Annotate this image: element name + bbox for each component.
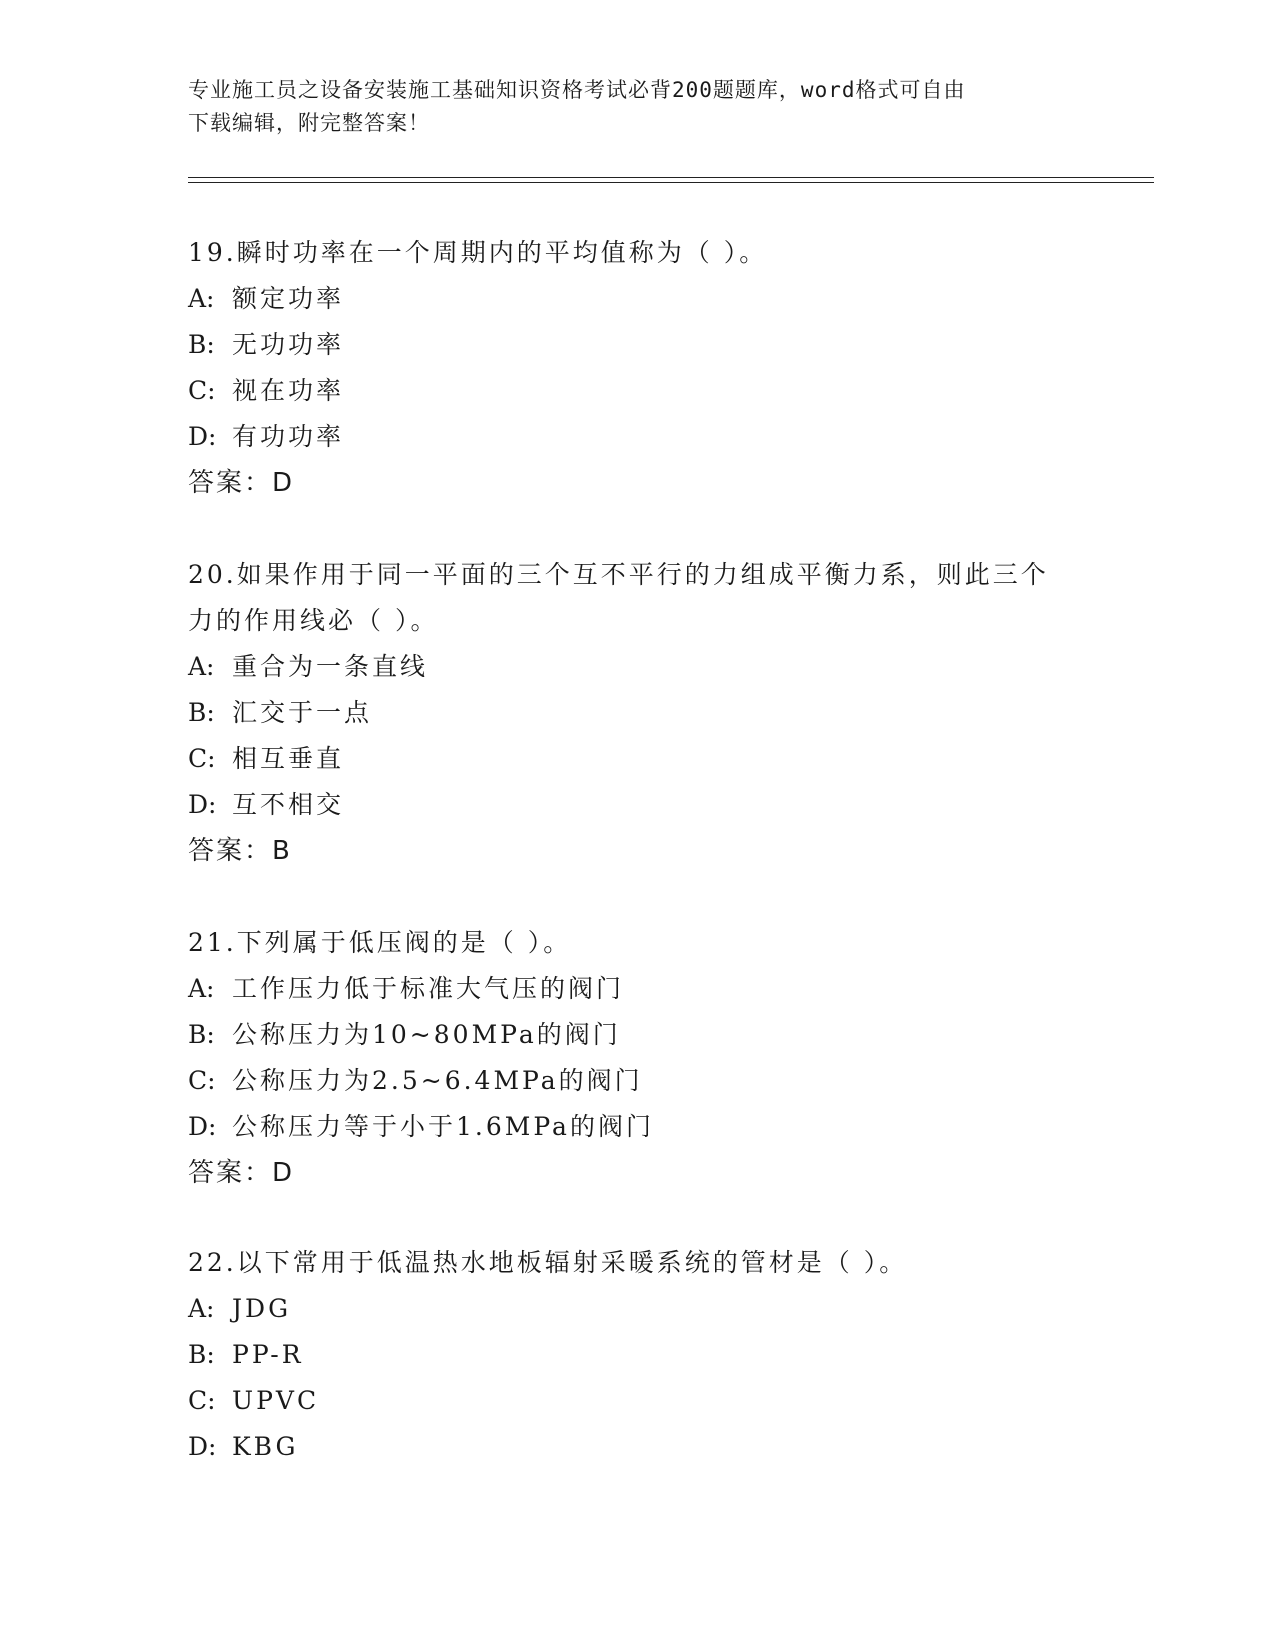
option-b bbox=[188, 1012, 1088, 1058]
header-title-line-1: 专业施工员之设备安装施工基础知识资格考试必背200题题库，word格式可自由 bbox=[188, 78, 966, 102]
option-letter: A: bbox=[188, 284, 215, 313]
option-letter: A: bbox=[188, 974, 215, 1003]
option-a bbox=[188, 644, 1088, 690]
option-letter: B: bbox=[188, 1340, 215, 1369]
option-letter: A: bbox=[188, 1294, 215, 1323]
option-letter: D: bbox=[188, 422, 217, 451]
option-text: 额定功率 bbox=[232, 284, 345, 313]
option-text: 工作压力低于标准大气压的阀门 bbox=[232, 974, 625, 1003]
option-b bbox=[188, 690, 1088, 736]
option-text: 有功功率 bbox=[232, 422, 345, 451]
question-20 bbox=[188, 552, 1088, 874]
question-21 bbox=[188, 920, 1088, 1196]
option-c bbox=[188, 736, 1088, 782]
question-stem: 20.如果作用于同一平面的三个互不平行的力组成平衡力系，则此三个 bbox=[188, 560, 1049, 589]
option-letter: A: bbox=[188, 652, 215, 681]
option-text: PP-R bbox=[232, 1340, 304, 1369]
option-d bbox=[188, 1424, 1088, 1470]
option-letter: C: bbox=[188, 376, 216, 405]
answer: 答案：D bbox=[188, 1158, 295, 1188]
option-text: UPVC bbox=[232, 1386, 320, 1415]
header-divider-top bbox=[188, 177, 1154, 178]
option-b bbox=[188, 1332, 1088, 1378]
option-a bbox=[188, 1286, 1088, 1332]
option-letter: D: bbox=[188, 1112, 217, 1141]
option-a bbox=[188, 966, 1088, 1012]
option-d bbox=[188, 782, 1088, 828]
document-header bbox=[188, 74, 1088, 140]
option-text: 视在功率 bbox=[232, 376, 345, 405]
option-letter: B: bbox=[188, 330, 215, 359]
option-text: 重合为一条直线 bbox=[232, 652, 429, 681]
option-c bbox=[188, 1378, 1088, 1424]
answer: 答案：B bbox=[188, 836, 292, 866]
question-stem-continued: 力的作用线必（ ）。 bbox=[188, 606, 439, 635]
option-b bbox=[188, 322, 1088, 368]
header-divider-bottom bbox=[188, 182, 1154, 183]
option-text: 相互垂直 bbox=[232, 744, 345, 773]
option-text: KBG bbox=[232, 1432, 299, 1461]
question-stem: 19.瞬时功率在一个周期内的平均值称为（ ）。 bbox=[188, 238, 768, 267]
option-letter: B: bbox=[188, 698, 215, 727]
option-text: 无功功率 bbox=[232, 330, 345, 359]
option-c bbox=[188, 1058, 1088, 1104]
question-19 bbox=[188, 230, 1088, 506]
option-c bbox=[188, 368, 1088, 414]
header-title-line-2: 下载编辑，附完整答案！ bbox=[188, 111, 430, 135]
option-letter: C: bbox=[188, 744, 216, 773]
option-text: 公称压力为10~80MPa的阀门 bbox=[232, 1020, 621, 1049]
option-d bbox=[188, 1104, 1088, 1150]
question-stem: 21.下列属于低压阀的是（ ）。 bbox=[188, 928, 572, 957]
option-letter: C: bbox=[188, 1386, 216, 1415]
option-text: JDG bbox=[232, 1294, 292, 1323]
option-text: 公称压力为2.5~6.4MPa的阀门 bbox=[232, 1066, 643, 1095]
option-a bbox=[188, 276, 1088, 322]
question-stem: 22.以下常用于低温热水地板辐射采暖系统的管材是（ ）。 bbox=[188, 1248, 908, 1277]
option-letter: D: bbox=[188, 1432, 217, 1461]
option-d bbox=[188, 414, 1088, 460]
option-text: 公称压力等于小于1.6MPa的阀门 bbox=[232, 1112, 654, 1141]
answer: 答案：D bbox=[188, 468, 295, 498]
option-letter: B: bbox=[188, 1020, 215, 1049]
option-text: 汇交于一点 bbox=[232, 698, 373, 727]
option-letter: C: bbox=[188, 1066, 216, 1095]
option-letter: D: bbox=[188, 790, 217, 819]
question-22 bbox=[188, 1240, 1088, 1470]
option-text: 互不相交 bbox=[232, 790, 345, 819]
